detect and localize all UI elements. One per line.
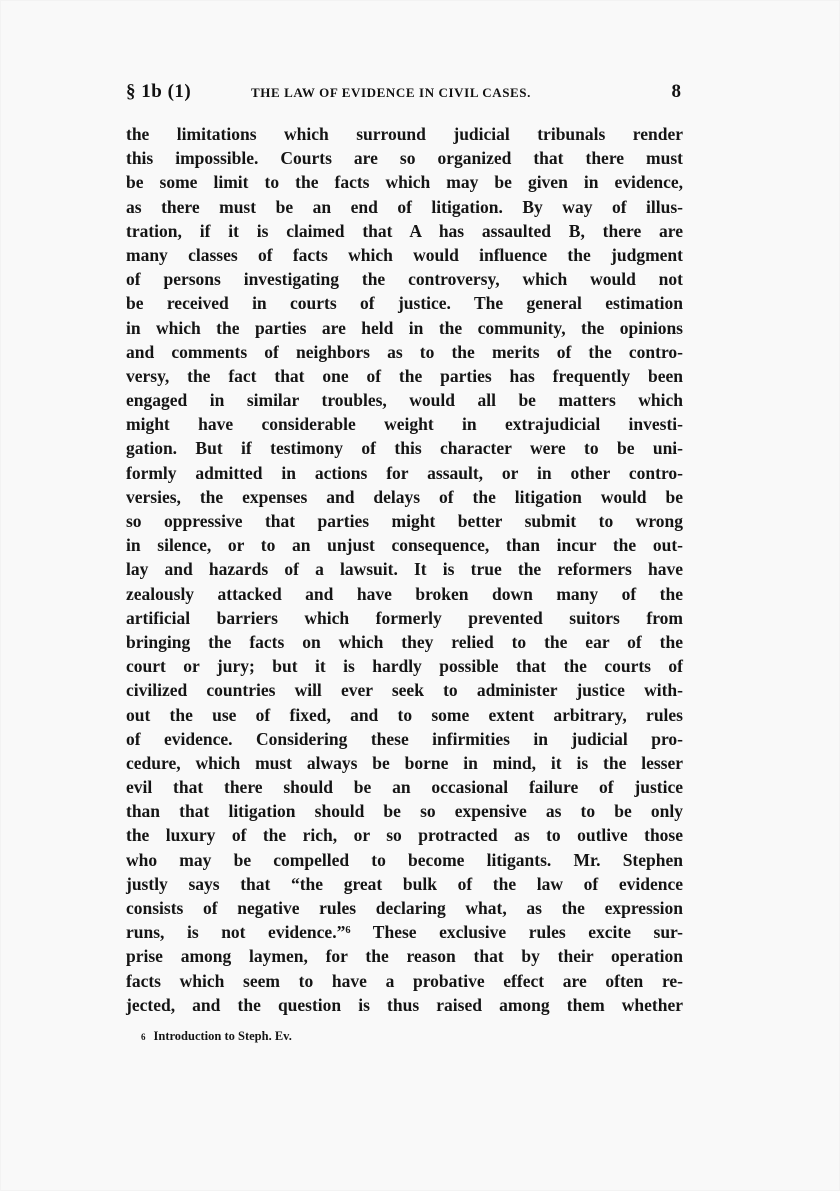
page-number: 8	[671, 81, 681, 102]
text-line: gation. But if testimony of this character were to be uni-	[126, 438, 683, 459]
text-line: tration, if it is claimed that A has assaulted B, there are	[126, 220, 683, 241]
text-line: so oppressive that parties might better submit to wrong	[126, 511, 683, 531]
text-line: versies, the expenses and delays of the litigation would be	[126, 486, 683, 507]
text-line: engaged in similar troubles, would all be matters which	[126, 390, 683, 411]
text-line: prise among laymen, for the reason that by their operation	[126, 946, 683, 967]
text-line: out the use of fixed, and to some extent arbitrary, rules	[126, 704, 683, 725]
text-line: bringing the facts on which they relied to the ear of the	[126, 631, 683, 652]
text-line: artificial barriers which formerly prevented suitors from	[126, 607, 683, 628]
section-reference: § 1b (1)	[126, 81, 192, 102]
text-line: as there must be an end of litigation. By way of illus-	[126, 196, 683, 217]
text-line: jected, and the question is thus raised among them whether	[126, 994, 683, 1015]
running-title: THE LAW OF EVIDENCE IN CIVIL CASES.	[251, 85, 531, 100]
text-line: civilized countries will ever seek to administer justice with-	[126, 680, 683, 701]
text-line: of persons investigating the controversy, which would not	[126, 269, 683, 290]
text-line: facts which seem to have a probative effect are often re-	[126, 970, 683, 991]
footnote-text: Introduction to Steph. Ev.	[153, 1029, 292, 1043]
text-line: runs, is not evidence.”⁶ These exclusive rules excite sur-	[126, 922, 683, 943]
text-line: evil that there should be an occasional failure of justice	[126, 777, 683, 798]
text-line: might have considerable weight in extrajudicial investi-	[126, 414, 683, 435]
text-line: who may be compelled to become litigants. Mr. Stephen	[126, 849, 683, 870]
text-line: than that litigation should be so expensive as to be only	[126, 801, 683, 822]
text-line: lay and hazards of a lawsuit. It is true the reformers have	[126, 559, 683, 580]
text-line: consists of negative rules declaring what, as the expression	[126, 898, 683, 918]
text-line: court or jury; but it is hardly possible that the courts of	[126, 656, 683, 677]
running-head	[126, 81, 683, 111]
text-line: this impossible. Courts are so organized that there must	[126, 148, 683, 169]
text-line: versy, the fact that one of the parties has frequently been	[126, 365, 683, 386]
footnote-marker: 6	[141, 1032, 146, 1042]
text-line: be some limit to the facts which may be given in evidence,	[126, 172, 683, 193]
body-text	[126, 122, 683, 1017]
text-line: formly admitted in actions for assault, or in other contro-	[126, 462, 683, 483]
text-line: zealously attacked and have broken down many of the	[126, 583, 683, 604]
footnote	[141, 1029, 292, 1044]
text-line: justly says that “the great bulk of the law of evidence	[126, 873, 683, 894]
text-line: be received in courts of justice. The general estimation	[126, 293, 683, 314]
text-line: many classes of facts which would influence the judgment	[126, 244, 683, 265]
text-line: in which the parties are held in the community, the opinions	[126, 317, 683, 338]
text-line: the limitations which surround judicial tribunals render	[126, 124, 683, 144]
text-line: the luxury of the rich, or so protracted as to outlive those	[126, 825, 683, 846]
text-line: and comments of neighbors as to the merits of the contro-	[126, 341, 683, 362]
text-line: of evidence. Considering these infirmities in judicial pro-	[126, 728, 683, 749]
text-line: cedure, which must always be borne in mind, it is the lesser	[126, 752, 683, 773]
text-line: in silence, or to an unjust consequence, than incur the out-	[126, 535, 683, 556]
